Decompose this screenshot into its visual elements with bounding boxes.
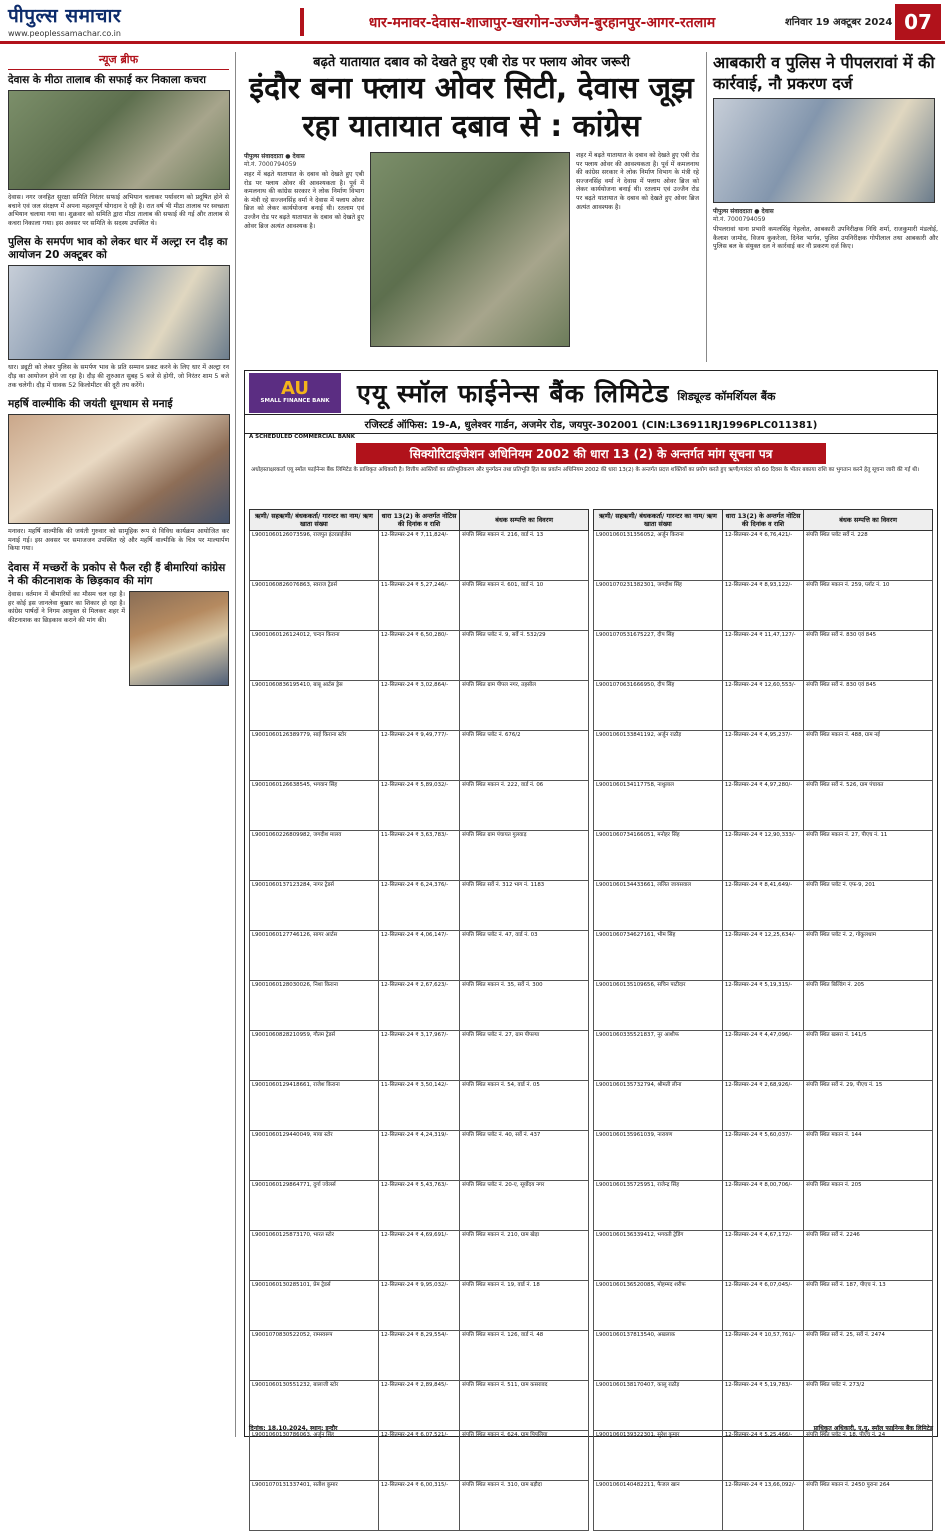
- notice-cell: 12-सितम्बर-24 ₹ 4,67,172/-: [722, 1231, 803, 1281]
- table-row: [250, 881, 589, 931]
- borrower-cell: L9001060135109656, सचिन पाटीदार: [594, 981, 723, 1031]
- story-1-body: देवास। नगर जनहित सुरक्षा समिति निरंतर सफाई अभियान चलाकर पर्यावरण को प्रदूषित होने से बचाने एवं जल संरक्षण में अपना महत्वपूर्ण योगदान दे रही है। रात वर्ष भी मीठा तालाब पर स्वच्छता अभियान चलाया गया था। शुक्रवार को समिति द्वारा मीठा तालाब की सफाई की गई और तालाब से कचरा निकाला गया। इस अवसर पर समिति के सदस्य उपस्थित थे।: [8, 194, 229, 227]
- borrower-cell: L9001060130786063, अर्जुन सिंह: [250, 1431, 379, 1481]
- property-cell: संपत्ति स्थित मकान नं. 488, ग्राम नई: [804, 731, 933, 781]
- borrower-cell: L9001060131356052, अर्जुन किराना: [594, 531, 723, 581]
- property-cell: संपत्ति स्थित मकान नं. 210, ग्राम खेड़ा: [460, 1231, 589, 1281]
- edition-cities: धार-मनावर-देवास-शाजापुर-खरगोन-उज्जैन-बुरहानपुर-आगर-रतलाम: [300, 8, 780, 36]
- notice-cell: 12-सितम्बर-24 ₹ 5,60,037/-: [722, 1131, 803, 1181]
- scheduled-note: A SCHEDULED COMMERCIAL BANK: [249, 434, 356, 440]
- story-1-headline: देवास के मीठा तालाब की सफाई कर निकाला कचरा: [8, 74, 207, 86]
- story-4-photo: [129, 591, 229, 686]
- notice-cell: 12-सितम्बर-24 ₹ 2,67,623/-: [378, 981, 459, 1031]
- notice-cell: 11-सितम्बर-24 ₹ 3,63,783/-: [378, 831, 459, 881]
- notice-cell: 12-सितम्बर-24 ₹ 4,24,319/-: [378, 1131, 459, 1181]
- borrower-cell: L9001070830522052, रामस्वरूप: [250, 1331, 379, 1381]
- borrower-cell: L9001060137813540, अखलाक: [594, 1331, 723, 1381]
- borrower-cell: L9001070231382301, जगदीश सिंह: [594, 581, 723, 631]
- borrower-cell: L9001070631666950, दीप सिंह: [594, 681, 723, 731]
- borrower-cell: L9001060129418661, राजेश किराना: [250, 1081, 379, 1131]
- table-row: [594, 881, 933, 931]
- notice-cell: 12-सितम्बर-24 ₹ 4,69,691/-: [378, 1231, 459, 1281]
- notice-title: सिक्योरिटाइजेशन अधिनियम 2002 की धारा 13 (2) के अन्तर्गत मांग सूचना पत्र: [356, 443, 826, 464]
- table-row: [594, 1381, 933, 1431]
- property-cell: संपत्ति स्थित प्लॉट नं. 676/2: [460, 731, 589, 781]
- table-row: [594, 1131, 933, 1181]
- notice-cell: 11-सितम्बर-24 ₹ 5,27,246/-: [378, 581, 459, 631]
- table-row: [250, 531, 589, 581]
- notice-cell: 11-सितम्बर-24 ₹ 3,50,142/-: [378, 1081, 459, 1131]
- property-cell: संपत्ति स्थित मकान नं. 205: [804, 1181, 933, 1231]
- property-cell: संपत्ति स्थित मकान नं. 126, वार्ड नं. 48: [460, 1331, 589, 1381]
- borrower-cell: L9001060126638545, भगवान सिंह: [250, 781, 379, 831]
- table-row: [594, 1231, 933, 1281]
- story-3-headline: महर्षि वाल्मीकि की जयंती धूमधाम से मनाई: [8, 398, 173, 411]
- notice-cell: 12-सितम्बर-24 ₹ 2,68,926/-: [722, 1081, 803, 1131]
- borrower-cell: L9001060133841192, अर्जुन राठौड़: [594, 731, 723, 781]
- borrower-cell: L9001060126389779, साई किराना स्टोर: [250, 731, 379, 781]
- notice-cell: 12-सितम्बर-24 ₹ 8,29,554/-: [378, 1331, 459, 1381]
- borrower-cell: L9001060135732794, श्रीमती लीना: [594, 1081, 723, 1131]
- main-body: शहर में बढ़ते यातायात के दबाव को देखते हुए एबी रोड पर फ्लाय ओवर की आवश्यकता है। पूर्व में कमलनाथ की कांग्रेस सरकार ने लोक निर्माण विभाग के मंत्री रहे सज्जनसिंह वर्मा ने देवास में फ्लाय ओवर ब्रिज को लेकर कार्ययोजना बनाई थी। रतलाम एवं उज्जैन रोड पर बढ़ते यातायात के दबाव को देखते हुए ओवर ब्रिज अत्यंत आवश्यक है।: [244, 171, 364, 230]
- borrower-cell: L9001060136339412, भगवती ट्रेडिंग: [594, 1231, 723, 1281]
- table-row: [594, 531, 933, 581]
- borrower-cell: L9001060836195410, बाबू आर्टस ड्रेस: [250, 681, 379, 731]
- main-kicker: बढ़ते यातायात दबाव को देखते हुए एबी रोड पर फ्लाय ओवर जरूरी: [313, 55, 630, 70]
- property-cell: संपत्ति स्थित प्लॉट नं. 273/2: [804, 1381, 933, 1431]
- main-mobile: मो.नं. 7000794059: [244, 161, 297, 168]
- table-row: [594, 1031, 933, 1081]
- notice-cell: 12-सितम्बर-24 ₹ 6,24,376/-: [378, 881, 459, 931]
- page-number: 07: [895, 4, 941, 40]
- borrower-cell: L9001060826076863, स्वराज ट्रेडर्स: [250, 581, 379, 631]
- property-cell: संपत्ति स्थित ग्राम पंचायत गुलवाड़: [460, 831, 589, 881]
- table-row: [594, 781, 933, 831]
- notice-cell: 12-सितम्बर-24 ₹ 5,25,466/-: [722, 1431, 803, 1481]
- notice-cell: 12-सितम्बर-24 ₹ 12,90,333/-: [722, 831, 803, 881]
- property-cell: संपत्ति स्थित मकान नं. 310, ग्राम बड़ौदा: [460, 1481, 589, 1531]
- property-cell: संपत्ति स्थित प्लॉट नं. 47, वार्ड नं. 03: [460, 931, 589, 981]
- notice-cell: 12-सितम्बर-24 ₹ 3,17,967/-: [378, 1031, 459, 1081]
- property-cell: संपत्ति स्थित प्लॉट नं. 20-ए, सूर्योदय नगर: [460, 1181, 589, 1231]
- borrower-cell: L9001060128030026, निशा किराना: [250, 981, 379, 1031]
- issue-date: शनिवार 19 अक्टूबर 2024: [785, 17, 893, 28]
- table-row: [250, 581, 589, 631]
- table-row: [250, 1231, 589, 1281]
- property-cell: संपत्ति स्थित मकान नं. 27, पीएच नं. 11: [804, 831, 933, 881]
- table-row: [250, 1031, 589, 1081]
- borrower-cell: L9001060134117758, नाथुलाल: [594, 781, 723, 831]
- property-cell: संपत्ति स्थित मकान नं. 259, प्लॉट नं. 10: [804, 581, 933, 631]
- notice-cell: 12-सितम्बर-24 ₹ 5,43,763/-: [378, 1181, 459, 1231]
- table-row: [250, 1331, 589, 1381]
- borrower-cell: L9001060734166051, मनोहर सिंह: [594, 831, 723, 881]
- logo-text: AU: [281, 378, 309, 399]
- notice-cell: 12-सितम्बर-24 ₹ 4,97,280/-: [722, 781, 803, 831]
- table-row: [594, 1431, 933, 1481]
- main-body-continued: शहर में बढ़ते यातायात के दबाव को देखते हुए एबी रोड पर फ्लाय ओवर की आवश्यकता है। पूर्व में कमलनाथ की कांग्रेस सरकार ने लोक निर्माण विभाग के मंत्री रहे सज्जनसिंह वर्मा ने देवास में फ्लाय ओवर ब्रिज को लेकर कार्ययोजना बनाई थी। रतलाम एवं उज्जैन रोड पर बढ़ते यातायात के दबाव को देखते हुए ओवर ब्रिज अत्यंत आवश्यक है।: [576, 152, 699, 211]
- notice-cell: 12-सितम्बर-24 ₹ 6,07,045/-: [722, 1281, 803, 1331]
- notice-cell: 12-सितम्बर-24 ₹ 9,95,032/-: [378, 1281, 459, 1331]
- property-cell: संपत्ति स्थित मकान नं. 511, ग्राम कसरावद: [460, 1381, 589, 1431]
- borrower-cell: L9001060125873170, भारत स्टोर: [250, 1231, 379, 1281]
- story-2-photo: [8, 265, 230, 360]
- borrower-cell: L9001070531675227, दीप सिंह: [594, 631, 723, 681]
- table-row: [250, 931, 589, 981]
- property-cell: संपत्ति स्थित सर्वे नं. 526, ग्राम पंचायत: [804, 781, 933, 831]
- table-row: [594, 631, 933, 681]
- property-cell: संपत्ति स्थित प्लॉट नं. 40, सर्वे नं. 437: [460, 1131, 589, 1181]
- notice-cell: 12-सितम्बर-24 ₹ 5,19,783/-: [722, 1381, 803, 1431]
- story-4-body: देवास। वर्तमान में बीमारियों का मौसम चल रहा है। हर कोई इस जानलेवा बुखार का शिकार हो रहा है। कांग्रेस पार्षदों ने निगम आयुक्त से मिलकर शहर में कीटनाशक का छिड़काव कराने की मांग की।: [8, 590, 125, 624]
- bank-name: एयू स्मॉल फाईनेन्स बैंक लिमिटेड: [357, 378, 670, 408]
- property-cell: संपत्ति स्थित सर्वे नं. 2246: [804, 1231, 933, 1281]
- signatory: प्राधिकृत अधिकारी, ए.यू. स्मॉल फाईनेन्स बैंक लिमिटेड: [813, 1425, 933, 1432]
- borrower-cell: L9001060135961039, नारायण: [594, 1131, 723, 1181]
- main-byline: पीपुल्स संवाददाता ● देवास: [244, 153, 305, 160]
- notice-cell: 12-सितम्बर-24 ₹ 8,00,706/-: [722, 1181, 803, 1231]
- brand[interactable]: [8, 2, 218, 38]
- property-cell: संपत्ति स्थित प्लॉट नं. 9, सर्वे नं. 532/29: [460, 631, 589, 681]
- table-row: [594, 981, 933, 1031]
- col-borrower: ऋणी/ सहऋणी/ बंधककर्ता/ गारन्टर का नाम/ ऋण खाता संख्या: [594, 510, 723, 531]
- notice-cell: 12-सितम्बर-24 ₹ 8,93,122/-: [722, 581, 803, 631]
- notice-intro: अधोहस्ताक्षरकर्ता एयू स्मॉल फाईनेन्स बैंक लिमिटेड के प्राधिकृत अधिकारी है। वित्तीय आस्तियों का प्रतिभूतिकरण और पुनर्गठन तथा प्रतिभूति हित का प्रवर्तन अधिनियम 2002 की धारा 13(2) के अन्तर्गत प्रदत्त शक्तियों का प्रयोग करते हुए ऋणी/गारंटर को 60 दिवस के भीतर बकाया राशि का भुगतान करने हेतु सूचना जारी की गई थी।: [251, 467, 920, 473]
- table-row: [250, 1481, 589, 1531]
- property-cell: संपत्ति स्थित मकान नं. 35, सर्वे नं. 300: [460, 981, 589, 1031]
- table-row: [250, 1081, 589, 1131]
- table-row: [250, 681, 589, 731]
- table-row: [250, 731, 589, 781]
- left-column: [8, 52, 236, 1437]
- news-brief-label: न्यूज ब्रीफ: [8, 52, 229, 70]
- table-row: [594, 731, 933, 781]
- col-notice: धारा 13(2) के अन्तर्गत नोटिस की दिनांक व राशि: [378, 510, 459, 531]
- table-row: [250, 831, 589, 881]
- property-cell: संपत्ति स्थित प्लॉट नं. 27, ग्राम पीपल्या: [460, 1031, 589, 1081]
- bank-notice-ad: [244, 370, 938, 1488]
- notice-cell: 12-सितम्बर-24 ₹ 4,06,147/-: [378, 931, 459, 981]
- table-row: [594, 581, 933, 631]
- notice-cell: 12-सितम्बर-24 ₹ 6,00,315/-: [378, 1481, 459, 1531]
- notice-cell: 12-सितम्बर-24 ₹ 12,60,553/-: [722, 681, 803, 731]
- property-cell: संपत्ति स्थित सर्वे नं. 187, पीएच नं. 13: [804, 1281, 933, 1331]
- property-cell: संपत्ति स्थित बिल्डिंग नं. 205: [804, 981, 933, 1031]
- table-row: [250, 1181, 589, 1231]
- brand-name: पीपुल्स समाचार: [8, 5, 122, 27]
- table-row: [594, 831, 933, 881]
- notice-cell: 12-सितम्बर-24 ₹ 10,57,761/-: [722, 1331, 803, 1381]
- right-headline: आबकारी व पुलिस ने पीपलरावां में की कार्रवाई, नौ प्रकरण दर्ज: [713, 53, 935, 93]
- property-cell: संपत्ति स्थित मकान नं. 624, ग्राम पिपलिया: [460, 1431, 589, 1481]
- borrower-cell: L9001060140482211, फैजल खान: [594, 1481, 723, 1531]
- notice-cell: 12-सितम्बर-24 ₹ 5,19,315/-: [722, 981, 803, 1031]
- property-cell: संपत्ति स्थित सर्वे नं. 830 एवं 845: [804, 681, 933, 731]
- borrower-cell: L9001070131337401, सतीश कुमार: [250, 1481, 379, 1531]
- notice-cell: 12-सितम्बर-24 ₹ 6,07,521/-: [378, 1431, 459, 1481]
- borrower-cell: L9001060734627161, भीम सिंह: [594, 931, 723, 981]
- story-3-body: मनावर। महर्षि वाल्मीकि की जयंती गुरुवार को सामूहिक रूप से विविध कार्यक्रम आयोजित कर मनाई गई। इस अवसर पर समाजजन उपस्थित रहे और महर्षि वाल्मीकि के चित्र पर माल्यार्पण किया गया।: [8, 528, 229, 553]
- notice-cell: 12-सितम्बर-24 ₹ 6,76,421/-: [722, 531, 803, 581]
- table-row: [250, 631, 589, 681]
- notice-table-left: [249, 509, 589, 1531]
- property-cell: संपत्ति स्थित सर्वे नं. 25, सर्वे नं. 2474: [804, 1331, 933, 1381]
- property-cell: संपत्ति स्थित मकान नं. 216, वार्ड नं. 13: [460, 531, 589, 581]
- table-row: [250, 781, 589, 831]
- story-4-headline: देवास में मच्छरों के प्रकोप से फैल रही हैं बीमारियां कांग्रेस ने की कीटनाशक के छिड़काव की मांग: [8, 561, 226, 587]
- notice-cell: 12-सितम्बर-24 ₹ 9,49,777/-: [378, 731, 459, 781]
- col-notice: धारा 13(2) के अन्तर्गत नोटिस की दिनांक व राशि: [722, 510, 803, 531]
- table-row: [594, 681, 933, 731]
- notice-cell: 12-सितम्बर-24 ₹ 13,66,092/-: [722, 1481, 803, 1531]
- table-row: [250, 981, 589, 1031]
- notice-cell: 12-सितम्बर-24 ₹ 3,02,864/-: [378, 681, 459, 731]
- property-cell: संपत्ति स्थित सर्वे नं. 312 भाग नं. 1183: [460, 881, 589, 931]
- borrower-cell: L9001060126073596, राजपुत इंटरप्राईजेस: [250, 531, 379, 581]
- property-cell: संपत्ति स्थित प्लॉट नं. एफ-9, 201: [804, 881, 933, 931]
- right-photo: [713, 98, 935, 203]
- table-row: [250, 1131, 589, 1181]
- borrower-cell: L9001060129440049, माया स्टोर: [250, 1131, 379, 1181]
- notice-cell: 12-सितम्बर-24 ₹ 6,50,280/-: [378, 631, 459, 681]
- notice-table-right: [593, 509, 933, 1531]
- table-row: [250, 1281, 589, 1331]
- table-row: [594, 931, 933, 981]
- property-cell: संपत्ति स्थित मकान नं. 601, वार्ड नं. 10: [460, 581, 589, 631]
- main-story: [244, 52, 699, 362]
- borrower-cell: L9001060828210959, गौतम ट्रेडर्स: [250, 1031, 379, 1081]
- brand-url[interactable]: www.peoplessamachar.co.in: [8, 29, 121, 38]
- property-cell: संपत्ति स्थित प्लॉट नं. 2, गोकुलधाम: [804, 931, 933, 981]
- property-cell: संपत्ति स्थित प्लॉट नं. 18, पीएच नं. 24: [804, 1431, 933, 1481]
- borrower-cell: L9001060335521837, नूर आशीफ: [594, 1031, 723, 1081]
- borrower-cell: L9001060135725951, राजेन्द्र सिंह: [594, 1181, 723, 1231]
- borrower-cell: L9001060134433661, ललित जायसवाल: [594, 881, 723, 931]
- borrower-cell: L9001060139322301, सुरेश कुमार: [594, 1431, 723, 1481]
- property-cell: संपत्ति स्थित ग्राम पीपल नगर, तहसील: [460, 681, 589, 731]
- notice-cell: 12-सितम्बर-24 ₹ 4,95,237/-: [722, 731, 803, 781]
- notice-cell: 12-सितम्बर-24 ₹ 2,89,845/-: [378, 1381, 459, 1431]
- property-cell: संपत्ति स्थित प्लॉट सर्वे नं. 228: [804, 531, 933, 581]
- table-row: [594, 1331, 933, 1381]
- story-1-photo: [8, 90, 230, 190]
- property-cell: संपत्ति स्थित खसरा नं. 141/5: [804, 1031, 933, 1081]
- property-cell: संपत्ति स्थित मकान नं. 54, वार्ड नं. 05: [460, 1081, 589, 1131]
- place-date: दिनांक: 18.10.2024, स्थान: इन्दौर: [249, 1425, 338, 1432]
- table-row: [250, 1431, 589, 1481]
- property-cell: संपत्ति स्थित मकान नं. 144: [804, 1131, 933, 1181]
- right-story: [706, 52, 938, 362]
- notice-cell: 12-सितम्बर-24 ₹ 4,47,096/-: [722, 1031, 803, 1081]
- main-photo: [370, 152, 570, 347]
- borrower-cell: L9001060127746126, सागर आर्टस: [250, 931, 379, 981]
- col-borrower: ऋणी/ सहऋणी/ बंधककर्ता/ गारन्टर का नाम/ ऋण खाता संख्या: [250, 510, 379, 531]
- story-3-photo: [8, 414, 230, 524]
- property-cell: संपत्ति स्थित मकान नं. 2450 पुराना 264: [804, 1481, 933, 1531]
- col-property: बंधक सम्पत्ति का विवरण: [460, 510, 589, 531]
- borrower-cell: L9001060130285101, प्रेम ट्रेडर्स: [250, 1281, 379, 1331]
- main-headline: इंदौर बना फ्लाय ओवर सिटी, देवास जूझ रहा यातायात दबाव से : कांग्रेस: [249, 71, 694, 144]
- borrower-cell: L9001060136520085, मोहम्मद शरीफ: [594, 1281, 723, 1331]
- borrower-cell: L9001060126124012, चन्दन किराना: [250, 631, 379, 681]
- registered-office: रजिस्टर्ड ऑफिस: 19-A, धुलेश्वर गार्डन, अजमेर रोड, जयपुर-302001 (CIN:L36911RJ1996PLC011381): [245, 415, 937, 434]
- story-2-body: धार। ड्यूटी को लेकर पुलिस के समर्पण भाव के प्रति सम्मान प्रकट करने के लिए धार में अल्ट्रा रन दौड़ का आयोजन होने जा रहा है। दौड़ की शुरुआत सुबह 5 बजे से होगी, जो निरंतर शाम 5 बजे तक चलेगी। दौड़ में धावक 52 किलोमीटर की दूरी तय करेंगे।: [8, 364, 229, 389]
- au-bank-logo: [249, 373, 341, 413]
- property-cell: संपत्ति स्थित मकान नं. 222, वार्ड नं. 06: [460, 781, 589, 831]
- right-byline: पीपुल्स संवाददाता ● देवास: [713, 208, 774, 215]
- bank-tag: शिड्यूल्ड कॉमर्शियल बैंक: [677, 390, 776, 403]
- borrower-cell: L9001060138170407, कालू राठौड़: [594, 1381, 723, 1431]
- col-property: बंधक सम्पत्ति का विवरण: [804, 510, 933, 531]
- table-row: [594, 1481, 933, 1531]
- notice-cell: 12-सितम्बर-24 ₹ 7,11,824/-: [378, 531, 459, 581]
- property-cell: संपत्ति स्थित सर्वे नं. 830 एवं 845: [804, 631, 933, 681]
- notice-cell: 12-सितम्बर-24 ₹ 5,89,032/-: [378, 781, 459, 831]
- property-cell: संपत्ति स्थित सर्वे नं. 29, पीएच नं. 15: [804, 1081, 933, 1131]
- borrower-cell: L9001060226809982, जगदीश मालव: [250, 831, 379, 881]
- borrower-cell: L9001060130551232, बालाजी स्टोर: [250, 1381, 379, 1431]
- table-row: [594, 1281, 933, 1331]
- right-body: पीपलरावां थाना प्रभारी कमलसिंह गेहलोत, आबकारी उपनिरीक्षक निधि शर्मा, राजकुमारी मंडलोई, कैलाश जामोद, विजय कुकरेजा, दिनेश भार्गव, पुलिस उपनिरीक्षक गोपीलाल तथा आबकारी और पुलिस बल के संयुक्त दल ने कार्रवाई कर नौ प्रकरण दर्ज किए।: [713, 226, 938, 251]
- property-cell: संपत्ति स्थित मकान नं. 19, वार्ड नं. 18: [460, 1281, 589, 1331]
- notice-cell: 12-सितम्बर-24 ₹ 12,25,634/-: [722, 931, 803, 981]
- logo-subtext: SMALL FINANCE BANK: [260, 398, 330, 404]
- right-mobile: मो.नं. 7000794059: [713, 216, 766, 223]
- table-row: [250, 1381, 589, 1431]
- table-row: [594, 1181, 933, 1231]
- borrower-cell: L9001060129864771, दुर्गा ज्वेलर्स: [250, 1181, 379, 1231]
- story-2-headline: पुलिस के समर्पण भाव को लेकर धार में अल्ट्रा रन दौड़ का आयोजन 20 अक्टूबर को: [8, 236, 228, 262]
- notice-cell: 12-सितम्बर-24 ₹ 8,41,649/-: [722, 881, 803, 931]
- masthead: [0, 0, 945, 44]
- table-row: [594, 1081, 933, 1131]
- borrower-cell: L9001060137123284, नागर ट्रेडर्स: [250, 881, 379, 931]
- notice-cell: 12-सितम्बर-24 ₹ 11,47,127/-: [722, 631, 803, 681]
